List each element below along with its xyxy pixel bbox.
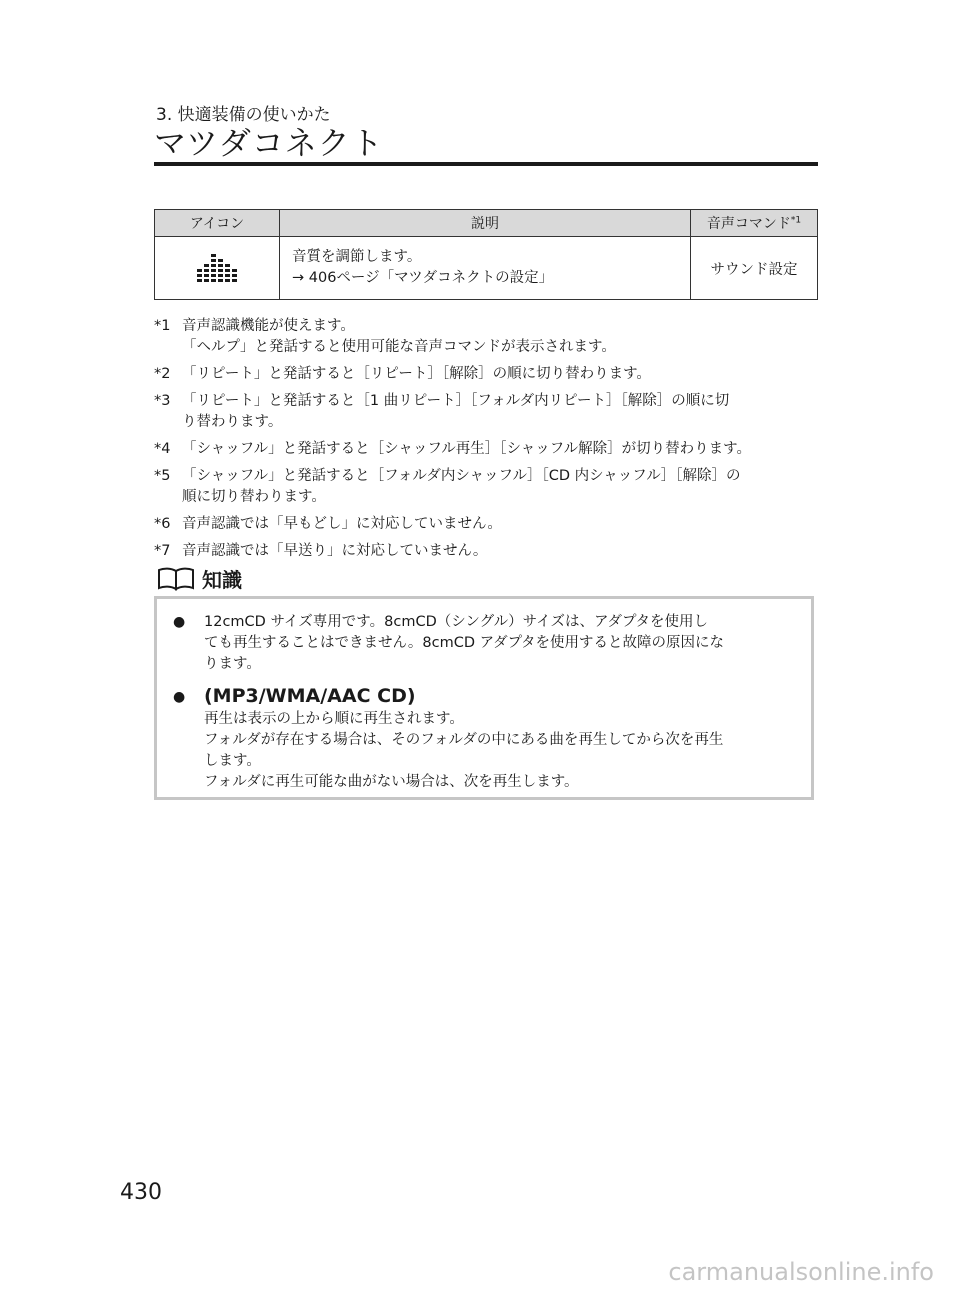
footnote: *3 「リピート」と発話すると［1 曲リピート］［フォルダ内リピート］［解除］の順に切 り替わります。 xyxy=(154,391,822,433)
bullet: ● xyxy=(173,614,186,630)
column-header-icon: アイコン xyxy=(155,210,280,237)
footnote: *6 音声認識では「早もどし」に対応していません。 xyxy=(154,514,822,535)
watermark: carmanualsonline.info xyxy=(668,1258,934,1286)
footnote-mark: *4 xyxy=(154,441,171,457)
page-title: マツダコネクト xyxy=(154,124,384,162)
footnote: *7 音声認識では「早送り」に対応していません。 xyxy=(154,541,822,562)
knowledge-item: ● (MP3/WMA/AAC CD) 再生は表示の上から順に再生されます。 フォルダが存在する場合は、そのフォルダの中にある曲を再生してから次を再生 します。 フォルダに再生可能な曲がない場合は、次を再生します。 xyxy=(173,683,803,793)
footnote: *5 「シャッフル」と発話すると［フォルダ内シャッフル］［CD 内シャッフル］［解除］の 順に切り替わります。 xyxy=(154,466,822,508)
icon-command-table xyxy=(154,209,818,300)
bullet: ● xyxy=(173,689,186,705)
footnote-mark: *2 xyxy=(154,366,171,382)
knowledge-item-heading: (MP3/WMA/AAC CD) xyxy=(204,685,416,707)
column-header-voice-command: 音声コマンド$^{*1}$ xyxy=(691,210,818,237)
footnote: *2 「リピート」と発話すると［リピート］［解除］の順に切り替わります。 xyxy=(154,364,822,385)
column-header-description: 説明 xyxy=(280,210,691,237)
knowledge-title: 知識 xyxy=(202,568,242,592)
footnote: *4 「シャッフル」と発話すると［シャッフル再生］［シャッフル解除］が切り替わります。 xyxy=(154,439,822,460)
voice-command-cell: サウンド設定 xyxy=(691,237,818,300)
knowledge-item: ● 12cmCD サイズ専用です。8cmCD（シングル）サイズは、アダプタを使用し ても再生することはできません。8cmCD アダプタを使用すると故障の原因にな ります。 xyxy=(173,614,725,672)
sound-equalizer-icon xyxy=(197,254,237,282)
title-rule xyxy=(154,162,818,166)
table-row xyxy=(155,237,818,300)
column-header-note: *1 xyxy=(790,215,802,226)
page-reference: → 406ページ「マツダコネクトの設定」 xyxy=(292,270,554,286)
table-header-row xyxy=(155,210,818,237)
description-line: 音質を調節します。 xyxy=(292,249,422,265)
footnotes xyxy=(154,316,822,568)
footnote-mark: *6 xyxy=(154,516,171,532)
footnote-mark: *5 xyxy=(154,468,171,484)
description-cell xyxy=(280,237,691,300)
footnote-mark: *3 xyxy=(154,393,171,409)
footnote: *1 音声認識機能が使えます。 「ヘルプ」と発話すると使用可能な音声コマンドが表示されます。 xyxy=(154,316,822,358)
footnote-mark: *1 xyxy=(154,318,171,334)
book-icon xyxy=(156,566,196,592)
knowledge-box xyxy=(154,596,814,800)
section-label: 3. 快適装備の使いかた xyxy=(156,105,331,125)
knowledge-heading xyxy=(156,564,242,593)
footnote-mark: *7 xyxy=(154,543,171,559)
icon-cell xyxy=(155,237,280,300)
page-number: 430 xyxy=(120,1180,162,1205)
